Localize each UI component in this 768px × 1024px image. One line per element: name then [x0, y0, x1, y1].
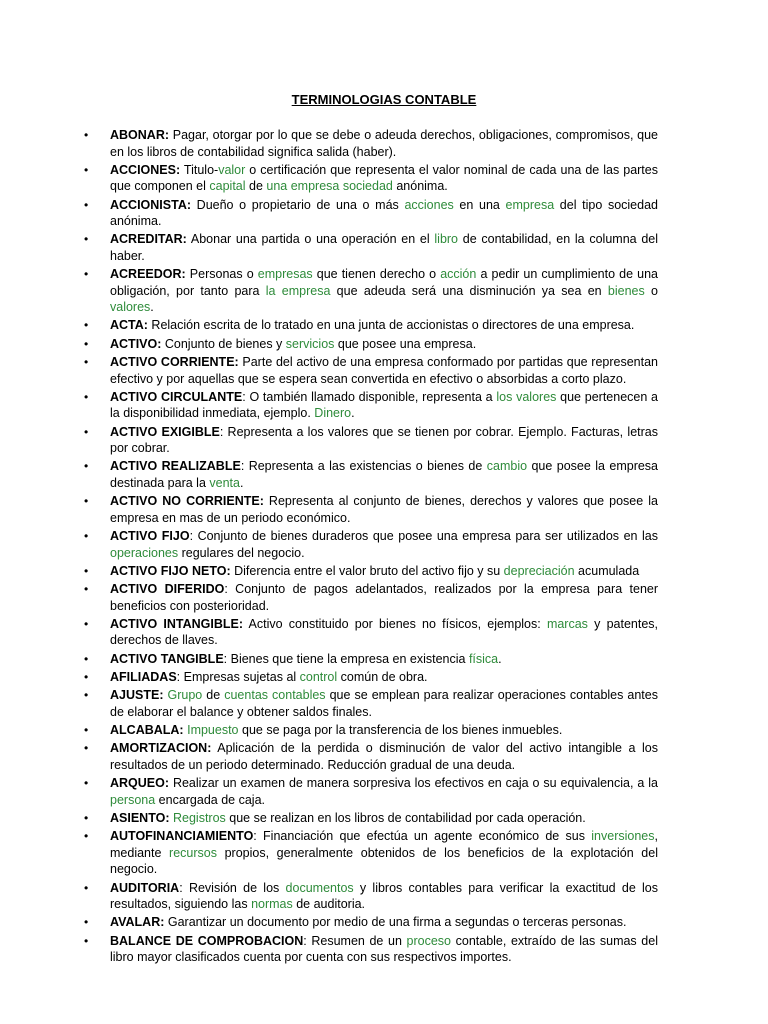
term-label: AUTOFINANCIAMIENTO [110, 829, 254, 844]
term-label: ACTIVO: [110, 336, 162, 351]
definition-text: que tienen derecho o [312, 267, 441, 282]
term-entry [84, 581, 659, 616]
bullet-icon: • [84, 688, 89, 703]
document-title: TERMINOLOGIAS CONTABLE [291, 92, 477, 107]
definition-link[interactable]: cambio [486, 459, 528, 474]
term-label: ACTIVO CIRCULANTE [110, 389, 243, 404]
term-label: ACREEDOR: [110, 267, 186, 282]
definition-text: que se emplean para realizar operaciones contables antes de elaborar el balance y obtener saldos finales. [110, 688, 658, 719]
bullet-icon: • [84, 651, 89, 666]
definition-text: de [245, 179, 267, 194]
definition-text: : Bienes que tiene la empresa en existencia [223, 651, 469, 666]
definition-text: : Resumen de un [303, 933, 407, 948]
definition-text: regulares del negocio. [178, 545, 305, 560]
definition-text: Representa al conjunto de bienes, derechos y valores que posee la empresa en mas de un periodo económico. [110, 494, 658, 525]
definition-link[interactable]: física [468, 651, 499, 666]
definition-link[interactable]: servicios [285, 336, 335, 351]
definition-link[interactable]: inversiones [591, 829, 655, 844]
definition-link[interactable]: persona [110, 792, 156, 807]
definition-text: . [239, 475, 244, 490]
definition-text: : Representa a las existencias o bienes de [240, 459, 487, 474]
bullet-icon: • [84, 128, 89, 142]
term-label: ACTIVO EXIGIBLE [110, 424, 220, 439]
definition-link[interactable]: Impuesto [187, 723, 239, 738]
definition-link[interactable]: empresas [257, 267, 313, 282]
term-label: ACREDITAR: [110, 232, 187, 247]
bullet-icon: • [84, 197, 89, 212]
term-label: ACTIVO CORRIENTE: [110, 355, 239, 370]
definition-link[interactable]: acción [440, 267, 477, 282]
definition-text: : Revisión de los [179, 880, 286, 895]
term-entry [84, 914, 658, 932]
definition-link[interactable]: libro [434, 232, 459, 247]
term-entry [84, 651, 658, 669]
definition-text: que posee una empresa. [334, 336, 477, 351]
term-entry [84, 354, 658, 389]
term-entry [84, 162, 658, 197]
bullet-icon: • [84, 776, 89, 791]
definition-text: . [498, 651, 502, 666]
definition-link[interactable]: marcas [546, 616, 588, 631]
definition-text: Aplicación de la perdida o disminución de valor del activo intangible a los resultados de un periodo determinado. Reducción gradual de una deuda. [110, 741, 658, 772]
term-label: ACTIVO TANGIBLE [110, 651, 224, 666]
bullet-icon: • [84, 563, 89, 578]
term-entry [84, 127, 658, 162]
definition-text: que adeuda será una disminución ya sea en [330, 283, 608, 298]
term-entry [84, 616, 658, 651]
term-label: ACTIVO FIJO NETO: [110, 563, 231, 578]
term-label: BALANCE DE COMPROBACION [110, 933, 304, 948]
term-entry [84, 197, 658, 232]
definition-text: propios, generalmente obtenidos de los beneficios de la explotación del negocio. [110, 845, 658, 877]
term-entry [84, 722, 658, 740]
term-entry [84, 933, 658, 968]
definition-link[interactable]: capital [209, 179, 246, 194]
term-entry [84, 317, 658, 335]
term-label: AFILIADAS [110, 670, 177, 685]
definition-text: Pagar, otorgar por lo que se debe o adeuda derechos, obligaciones, compromisos, que en los libros de contabilidad significa salida (haber). [110, 128, 658, 159]
term-entry [84, 424, 658, 459]
term-label: AUDITORIA [110, 880, 180, 895]
definition-text: Conjunto de bienes y [161, 336, 286, 351]
term-label: ARQUEO: [110, 776, 170, 791]
definition-link[interactable]: la empresa [265, 283, 331, 298]
term-label: ACTIVO REALIZABLE [110, 459, 241, 474]
term-entry [84, 687, 658, 722]
bullet-icon: • [84, 616, 89, 631]
bullet-icon: • [84, 933, 89, 948]
bullet-icon: • [84, 232, 89, 247]
definition-link[interactable]: Registros [172, 811, 226, 826]
term-entry [84, 740, 658, 775]
definition-link[interactable]: depreciación [503, 563, 575, 578]
bullet-icon: • [84, 829, 89, 844]
term-label: AJUSTE: [110, 688, 164, 703]
definition-link[interactable]: acciones [404, 197, 454, 212]
term-label: ACCIONES: [110, 162, 181, 177]
definition-text: que se realizan en los libros de contabilidad por cada operación. [225, 811, 586, 826]
term-entry [84, 528, 658, 563]
definition-link[interactable]: cuentas contables [224, 688, 326, 703]
definition-text: que se paga por la transferencia de los bienes inmuebles. [238, 723, 563, 738]
definition-link[interactable]: Grupo [167, 688, 203, 703]
term-label: ACTA: [110, 318, 148, 333]
definition-text: . [150, 300, 154, 315]
definition-text: de contabilidad, en la columna del haber. [110, 232, 659, 263]
term-entry [84, 493, 658, 528]
term-entry [84, 266, 658, 317]
bullet-icon: • [84, 741, 89, 756]
term-label: ACTIVO DIFERIDO [110, 582, 225, 597]
definition-link[interactable]: Dinero [314, 406, 352, 421]
definition-text: común de obra. [337, 670, 428, 685]
definition-text: o certificación que representa el valor nominal de cada una de las partes que componen el [110, 162, 658, 194]
definition-text: anónima. [392, 179, 448, 194]
definition-link[interactable]: bienes [607, 283, 645, 298]
definition-link[interactable]: empresa [505, 197, 555, 212]
bullet-icon: • [84, 811, 89, 826]
term-label: ALCABALA: [110, 723, 184, 738]
definition-text: Diferencia entre el valor bruto del activo fijo y su [230, 563, 504, 578]
definition-text: Parte del activo de una empresa conformado por partidas que representan efectivo y por aquellas que se espera sean convertida en efectivo o absorbidas a corto plazo. [110, 355, 658, 386]
bullet-icon: • [84, 336, 89, 351]
definition-text: . [351, 406, 355, 421]
bullet-icon: • [84, 723, 89, 738]
bullet-icon: • [84, 424, 89, 439]
definition-text: y libros contables para verificar la exactitud de los resultados, siguiendo las [110, 880, 659, 912]
definition-text: : Empresas sujetas al [176, 670, 300, 685]
term-label: ACCIONISTA: [110, 197, 192, 212]
definition-text: Relación escrita de lo tratado en una junta de accionistas o directores de una empresa. [147, 318, 635, 333]
definition-text: Dueño o propietario de una o más [191, 197, 405, 212]
definition-link[interactable]: una empresa sociedad [266, 179, 393, 194]
term-label: ABONAR: [110, 128, 170, 142]
definition-text: : Conjunto de pagos adelantados, realizados por la empresa para tener beneficios con posterioridad. [110, 582, 659, 613]
term-label: ACTIVO NO CORRIENTE: [110, 494, 264, 509]
bullet-icon: • [84, 494, 89, 509]
bullet-icon: • [84, 267, 89, 282]
definition-text: Realizar un examen de manera sorpresiva los efectivos en caja o su equivalencia, a la [169, 776, 658, 791]
definition-text: Garantizar un documento por medio de una firma a segundas o terceras personas. [164, 915, 627, 930]
definition-text: de auditoria. [292, 897, 366, 912]
definition-link[interactable]: documentos [285, 880, 354, 895]
definition-text: y patentes, derechos de llaves. [110, 616, 658, 648]
term-label: ACTIVO FIJO [110, 529, 190, 544]
definition-text: Titulo- [180, 162, 219, 177]
term-label: ASIENTO: [110, 811, 170, 826]
term-entry [84, 828, 658, 879]
bullet-icon: • [84, 355, 89, 370]
definition-text: : Representa a los valores que se tienen por cobrar. Ejemplo. Facturas, letras por cobrar. [110, 424, 658, 456]
definition-text: contable, extraído de las sumas del libro mayor clasificados cuenta por cuenta con sus respectivos importes. [110, 933, 658, 965]
terms-list [0, 127, 768, 968]
term-entry [84, 336, 658, 354]
definition-text: Personas o [185, 267, 258, 282]
definition-text: : Conjunto de bienes duraderos que posee una empresa para ser utilizados en las [189, 529, 658, 544]
definition-text: : O también llamado disponible, representa a [242, 389, 497, 404]
term-entry [84, 880, 659, 915]
definition-text: a pedir un cumplimiento de una obligación, por tanto para [110, 267, 658, 298]
definition-text: : Financiación que efectúa un agente económico de sus [253, 829, 592, 844]
definition-text: Activo constituido por bienes no físicos, ejemplos: [243, 616, 547, 631]
term-label: ACTIVO INTANGIBLE: [110, 616, 244, 631]
definition-link[interactable]: normas [251, 897, 293, 912]
bullet-icon: • [84, 915, 89, 930]
term-entry [84, 231, 659, 266]
definition-text: que posee la empresa destinada para la [110, 459, 659, 490]
definition-text: , mediante [110, 829, 658, 860]
term-entry [84, 669, 658, 687]
definition-text: acumulada [574, 563, 640, 578]
definition-link[interactable]: operaciones [110, 545, 179, 560]
definition-text: del tipo sociedad anónima. [110, 197, 658, 229]
definition-link[interactable]: valor [218, 162, 246, 177]
definition-link[interactable]: control [299, 670, 338, 685]
definition-text: que pertenecen a la disponibilidad inmediata, ejemplo. [110, 389, 659, 421]
bullet-icon: • [84, 459, 89, 474]
definition-link[interactable]: valores [110, 300, 151, 315]
term-entry [84, 563, 658, 581]
definition-link[interactable]: recursos [169, 845, 217, 860]
definition-text: Abonar una partida o una operación en el [186, 232, 435, 247]
term-entry [84, 389, 659, 424]
term-label: AVALAR: [110, 915, 165, 930]
definition-link[interactable]: venta [209, 475, 240, 490]
term-entry [84, 775, 658, 810]
definition-text: de [202, 688, 225, 703]
bullet-icon: • [84, 389, 89, 404]
definition-link[interactable]: los valores [496, 389, 557, 404]
term-label: AMORTIZACION: [110, 741, 212, 756]
bullet-icon: • [84, 162, 89, 177]
term-entry [84, 458, 659, 493]
bullet-icon: • [84, 318, 89, 333]
bullet-icon: • [84, 880, 89, 895]
bullet-icon: • [84, 529, 89, 544]
bullet-icon: • [84, 670, 89, 685]
term-entry [84, 810, 658, 828]
definition-text: en una [453, 197, 506, 212]
definition-text: o [644, 283, 658, 298]
definition-text: encargada de caja. [155, 792, 265, 807]
definition-link[interactable]: proceso [406, 933, 451, 948]
bullet-icon: • [84, 582, 89, 597]
